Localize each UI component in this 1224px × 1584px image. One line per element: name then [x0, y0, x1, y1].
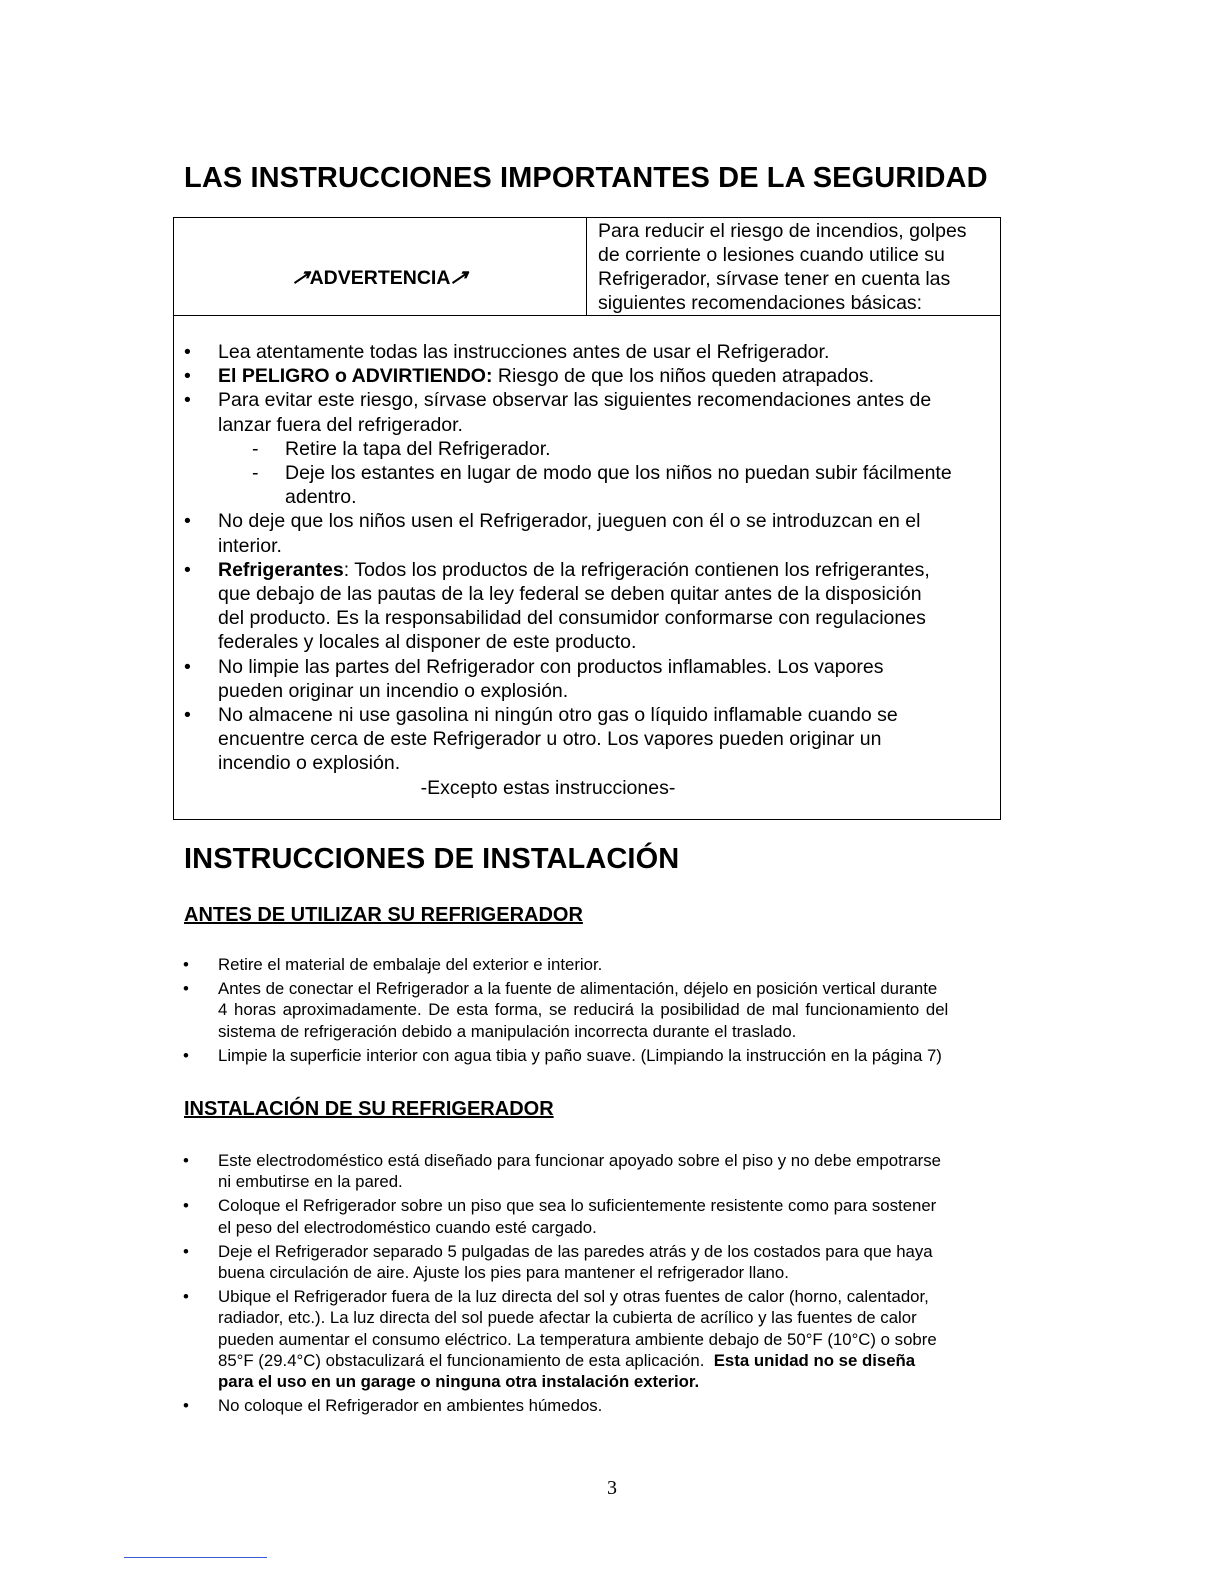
bullet-icon: • [184, 341, 191, 363]
list-item: • Retire el material de embalaje del exterior e interior. [183, 955, 603, 974]
antes-list [173, 954, 1029, 1069]
dash-marker: - [252, 462, 259, 485]
unit-warning-bold: Esta unidad no se diseña [713, 1350, 916, 1370]
list-item: • No limpie las partes del Refrigerador con productos inflamables. Los vapores pueden originar un incendio o explosión. [184, 655, 884, 702]
bullet-icon: • [184, 510, 191, 533]
warning-intro-line: de corriente o lesiones cuando utilice su [598, 244, 945, 266]
warning-intro-cell [598, 219, 994, 315]
footer-rule [124, 1557, 267, 1558]
page-number: 3 [607, 1477, 617, 1499]
warning-intro-line: Refrigerador, sírvase tener en cuenta las [598, 268, 951, 290]
page-title-install: INSTRUCCIONES DE INSTALACIÓN [184, 843, 680, 875]
safety-list [174, 340, 1000, 800]
sub-list-item: - Retire la tapa del Refrigerador. [252, 437, 551, 460]
list-item: • No coloque el Refrigerador en ambientes húmedos. [183, 1396, 603, 1416]
bullet-icon: • [184, 365, 191, 388]
bullet-icon: • [183, 979, 189, 999]
warning-intro-line: siguientes recomendaciones básicas: [598, 292, 923, 314]
bullet-icon: • [183, 1287, 189, 1307]
list-item: • Para evitar este riesgo, sírvase observar las siguientes recomendaciones antes de lanzar fuera del refrigerador. [184, 389, 932, 436]
unit-warning-bold-cont: para el uso en un garage o ninguna otra instalación exterior. [218, 1372, 700, 1392]
list-item: • Ubique el Refrigerador fuera de la luz directa del sol y otras fuentes de calor (horno, calentador, radiador, etc.). La luz directa del sol puede afectar la cubierta de acrílico y las fuentes de calor pueden aumentar el consumo eléctrico. La temperatura ambiente debajo de 50°F (10°C) o sobre 85°F (29.4°C) obstaculizará el funcionamiento de esta aplicación. Esta unidad no se diseña para el uso en un garage o ninguna otra instalación exterior. [173, 1286, 1029, 1392]
warning-label-cell [174, 218, 587, 315]
warning-intro-line: Para reducir el riesgo de incendios, golpes [598, 220, 967, 242]
section-heading-antes: ANTES DE UTILIZAR SU REFRIGERADOR [184, 904, 583, 926]
list-item: • Limpie la superficie interior con agua tibia y paño suave. (Limpiando la instrucción en la página 7) [183, 1045, 942, 1065]
page-title-safety: LAS INSTRUCCIONES IMPORTANTES DE LA SEGURIDAD [184, 162, 988, 194]
bullet-icon: • [183, 1196, 189, 1216]
list-item: • Coloque el Refrigerador sobre un piso que sea lo suficientemente resistente como para sostener el peso del electrodoméstico cuando esté cargado. [183, 1196, 937, 1237]
danger-label: El PELIGRO o ADVIRTIENDO: [218, 365, 493, 388]
section-heading-instalacion: INSTALACIÓN DE SU REFRIGERADOR [184, 1098, 554, 1120]
bullet-icon: • [184, 558, 191, 581]
bullet-icon: • [183, 1396, 189, 1416]
bullet-icon: • [184, 704, 191, 727]
list-item: • Deje el Refrigerador separado 5 pulgadas de las paredes atrás y de los costados para que haya buena circulación de aire. Ajuste los pies para mantener el refrigerador llano. [183, 1241, 933, 1283]
refrigerants-label: Refrigerantes [218, 558, 344, 581]
list-item: • El PELIGRO o ADVIRTIENDO: Riesgo de que los niños queden atrapados. [184, 365, 875, 388]
bullet-icon: • [183, 1241, 189, 1261]
sub-list-item: - Deje los estantes en lugar de modo que los niños no puedan subir fácilmente adentro. [252, 462, 952, 509]
bullet-icon: • [183, 1045, 189, 1065]
list-item: • Refrigerantes: Todos los productos de la refrigeración contienen los refrigerantes, que debajo de las pautas de la ley federal se deben quitar antes de la disposición del producto. Es la responsabilidad del consumidor conformarse con regulaciones federales y locales al disponer de este producto. [184, 558, 930, 654]
safety-warning-box [173, 217, 1001, 820]
bullet-icon: • [184, 389, 191, 412]
list-item: • Lea atentamente todas las instrucciones antes de usar el Refrigerador. [184, 341, 830, 363]
dash-marker: - [252, 437, 259, 460]
lightning-bolt-icon: ↗ [289, 266, 313, 289]
bullet-icon: • [183, 1151, 189, 1170]
warning-title [174, 266, 586, 290]
list-item: • No almacene ni use gasolina ni ningún otro gas o líquido inflamable cuando se encuentre cerca de este Refrigerador u otro. Los vapores pueden originar un incendio o explosión. [184, 704, 898, 775]
warning-header-row [174, 218, 1000, 316]
bullet-icon: • [183, 955, 189, 974]
list-item: • Este electrodoméstico está diseñado para funcionar apoyado sobre el piso y no debe empotrarse ni embutirse en la pared. [183, 1151, 941, 1192]
except-note: -Excepto estas instrucciones- [420, 776, 676, 799]
warning-label: ADVERTENCIA [309, 267, 451, 289]
list-item: • No deje que los niños usen el Refrigerador, jueguen con él o se introduzcan en el interior. [184, 510, 921, 557]
bullet-icon: • [184, 655, 191, 678]
list-item: • Antes de conectar el Refrigerador a la fuente de alimentación, déjelo en posición vertical durante 4 horas aproximadamente. De esta forma, se reducirá la posibilidad de mal funcionamiento del sistema de refrigeración debido a manipulación incorrecta durante el traslado. [183, 979, 949, 1041]
lightning-bolt-icon: ↗ [448, 266, 471, 289]
instalacion-list [173, 1150, 1029, 1419]
